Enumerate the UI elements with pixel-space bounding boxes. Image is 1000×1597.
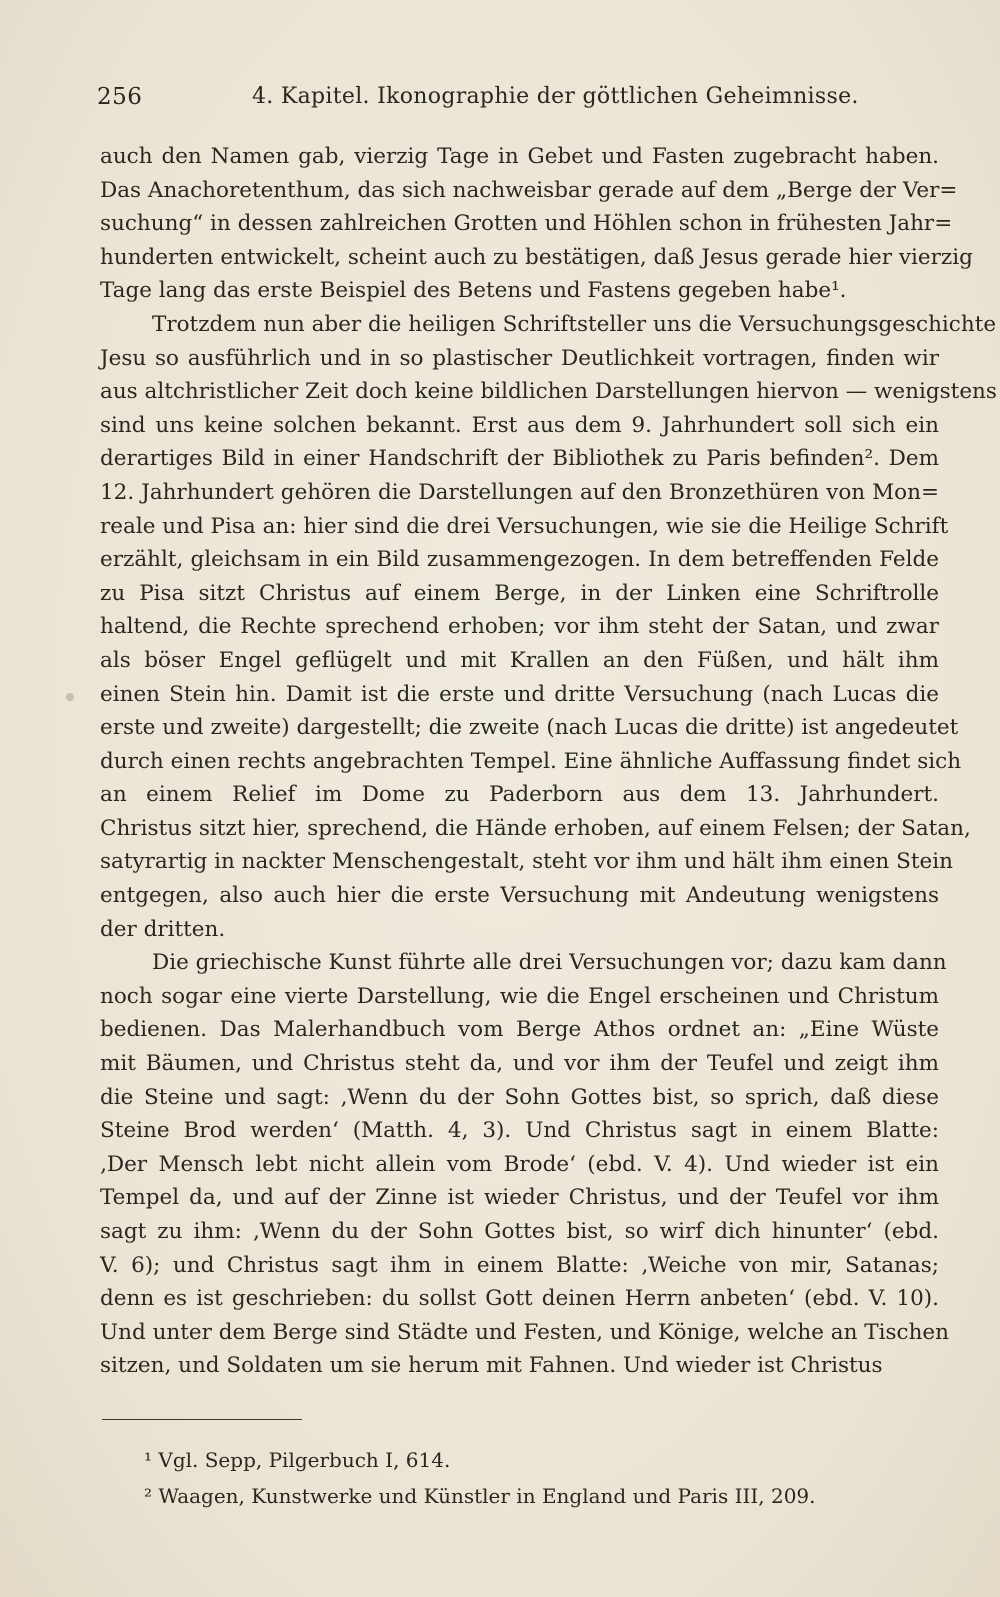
text-line: ‚Der Mensch lebt nicht allein vom Brode‘ (ebd. V. 4). Und wieder ist ein	[100, 1151, 939, 1177]
text-line: Tempel da, und auf der Zinne ist wieder Christus, und der Teufel vor ihm	[100, 1185, 939, 1211]
text-line: entgegen, also auch hier die erste Versuchung mit Andeutung wenigstens	[100, 883, 939, 909]
text-line: durch einen rechts angebrachten Tempel. Eine ähnliche Auffassung findet sich	[100, 748, 962, 774]
text-line: Jesu so ausführlich und in so plastischer Deutlichkeit vortragen, finden wir	[100, 345, 939, 371]
text-line: Die griechische Kunst führte alle drei Versuchungen vor; dazu kam dann	[152, 950, 947, 976]
text-line: Trotzdem nun aber die heiligen Schriftsteller uns die Versuchungsgeschichte	[152, 311, 997, 337]
text-line: erste und zweite) dargestellt; die zweite (nach Lucas die dritte) ist angedeutet	[100, 715, 959, 741]
page-number: 256	[97, 84, 143, 110]
footnote-1: ¹ Vgl. Sepp, Pilgerbuch I, 614.	[144, 1448, 451, 1472]
body-text	[100, 140, 997, 1383]
text-line: reale und Pisa an: hier sind die drei Versuchungen, wie sie die Heilige Schrift	[100, 513, 949, 539]
text-line: suchung“ in dessen zahlreichen Grotten und Höhlen schon in frühesten Jahr=	[100, 211, 953, 237]
text-line: haltend, die Rechte sprechend erhoben; vor ihm steht der Satan, und zwar	[100, 614, 939, 640]
text-line: als böser Engel geflügelt und mit Krallen an den Füßen, und hält ihm	[100, 647, 939, 673]
text-line: Und unter dem Berge sind Städte und Festen, und Könige, welche an Tischen	[100, 1319, 949, 1345]
page-header	[97, 84, 947, 120]
text-line: an einem Relief im Dome zu Paderborn aus dem 13. Jahrhundert.	[100, 782, 939, 808]
text-line: 12. Jahrhundert gehören die Darstellungen auf den Bronzethüren von Mon=	[100, 479, 939, 505]
text-line: Steine Brod werden‘ (Matth. 4, 3). Und Christus sagt in einem Blatte:	[100, 1118, 939, 1144]
text-line: sitzen, und Soldaten um sie herum mit Fahnen. Und wieder ist Christus	[100, 1353, 883, 1379]
text-line: mit Bäumen, und Christus steht da, und vor ihm der Teufel und zeigt ihm	[100, 1051, 939, 1077]
paragraph	[100, 140, 973, 308]
footnote-rule	[102, 1419, 302, 1420]
paper-smudge	[66, 693, 74, 701]
paragraph	[100, 946, 949, 1383]
footnotes	[100, 1442, 939, 1514]
text-line: Christus sitzt hier, sprechend, die Hände erhoben, auf einem Felsen; der Satan,	[100, 815, 971, 841]
running-head: 4. Kapitel. Ikonographie der göttlichen Geheimnisse.	[252, 84, 859, 109]
text-line: denn es ist geschrieben: du sollst Gott deinen Herrn anbeten‘ (ebd. V. 10).	[100, 1286, 939, 1312]
text-line: der dritten.	[100, 916, 226, 942]
paragraph	[100, 308, 997, 946]
text-line: die Steine und sagt: ‚Wenn du der Sohn Gottes bist, so sprich, daß diese	[100, 1084, 939, 1110]
text-line: Das Anachoretenthum, das sich nachweisbar gerade auf dem „Berge der Ver=	[100, 177, 958, 203]
text-line: hunderten entwickelt, scheint auch zu bestätigen, daß Jesus gerade hier vierzig	[100, 244, 973, 270]
text-line: auch den Namen gab, vierzig Tage in Gebet und Fasten zugebracht haben.	[100, 144, 939, 169]
text-line: erzählt, gleichsam in ein Bild zusammengezogen. In dem betreffenden Felde	[100, 547, 939, 573]
text-line: zu Pisa sitzt Christus auf einem Berge, in der Linken eine Schriftrolle	[100, 580, 939, 606]
text-line: bedienen. Das Malerhandbuch vom Berge Athos ordnet an: „Eine Wüste	[100, 1017, 939, 1043]
footnote-2: ² Waagen, Kunstwerke und Künstler in England und Paris III, 209.	[144, 1484, 816, 1508]
text-line: derartiges Bild in einer Handschrift der Bibliothek zu Paris befinden². Dem	[100, 446, 939, 472]
text-line: noch sogar eine vierte Darstellung, wie die Engel erscheinen und Christum	[100, 983, 939, 1009]
text-line: sagt zu ihm: ‚Wenn du der Sohn Gottes bist, so wirf dich hinunter‘ (ebd.	[100, 1219, 939, 1244]
text-line: satyrartig in nackter Menschengestalt, steht vor ihm und hält ihm einen Stein	[100, 849, 953, 875]
text-line: sind uns keine solchen bekannt. Erst aus dem 9. Jahrhundert soll sich ein	[100, 412, 939, 438]
text-line: V. 6); und Christus sagt ihm in einem Blatte: ‚Weiche von mir, Satanas;	[100, 1252, 939, 1278]
text-line: aus altchristlicher Zeit doch keine bildlichen Darstellungen hiervon — wenigstens	[100, 379, 997, 405]
text-line: Tage lang das erste Beispiel des Betens und Fastens gegeben habe¹.	[100, 278, 847, 304]
text-line: einen Stein hin. Damit ist die erste und dritte Versuchung (nach Lucas die	[100, 681, 939, 707]
